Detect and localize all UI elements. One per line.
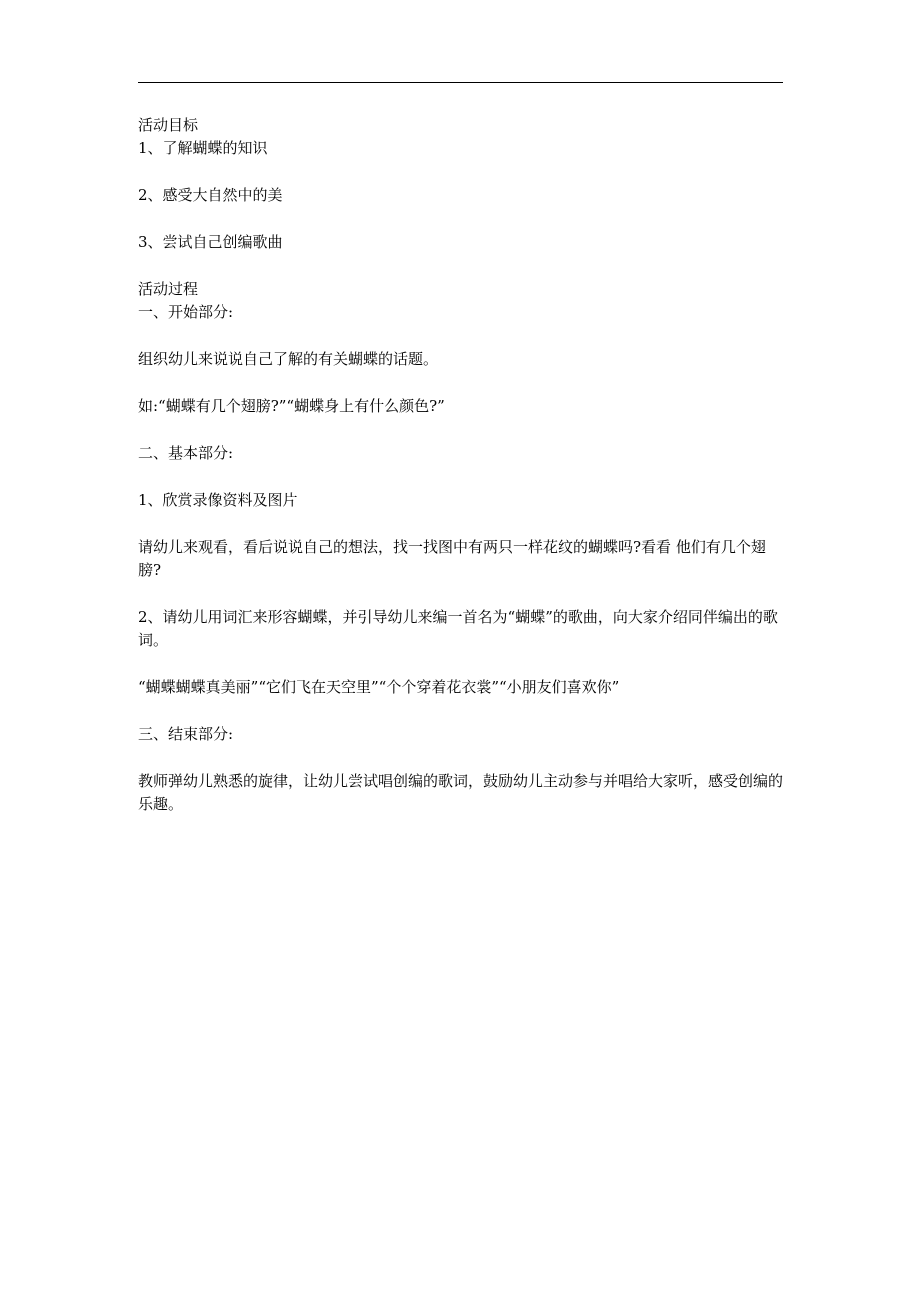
goal-item-3: 3、尝试自己创编歌曲 (138, 233, 283, 251)
part2-step-1: 1、欣赏录像资料及图片 (138, 491, 298, 509)
part1-para-2: 如:“蝴蝶有几个翅膀?”“蝴蝶身上有什么颜色?” (138, 397, 445, 415)
header-rule (138, 82, 783, 83)
part2-step-1-text: 请幼儿来观看，看后说说自己的想法，找一找图中有两只一样花纹的蝴蝶吗?看看 他们有几个翅膀? (138, 538, 766, 579)
part2-lyrics: “蝴蝶蝴蝶真美丽”“它们飞在天空里”“个个穿着花衣裳”“小朋友们喜欢你” (138, 678, 620, 696)
goal-heading: 活动目标 (138, 116, 199, 134)
document-body (138, 114, 788, 816)
part2-step-2: 2、请幼儿用词汇来形容蝴蝶，并引导幼儿来编一首名为“蝴蝶”的歌曲，向大家介绍同伴编出的歌词。 (138, 608, 778, 649)
process-heading: 活动过程 (138, 280, 199, 298)
part1-title: 一、开始部分: (138, 303, 234, 321)
part3-title: 三、结束部分: (138, 725, 234, 743)
part1-para-1: 组织幼儿来说说自己了解的有关蝴蝶的话题。 (138, 350, 439, 368)
goal-item-2: 2、感受大自然中的美 (138, 186, 283, 204)
part2-title: 二、基本部分: (138, 444, 234, 462)
part3-para: 教师弹幼儿熟悉的旋律，让幼儿尝试唱创编的歌词，鼓励幼儿主动参与并唱给大家听，感受创编的乐趣。 (138, 772, 784, 813)
goal-item-1: 1、了解蝴蝶的知识 (138, 139, 268, 157)
